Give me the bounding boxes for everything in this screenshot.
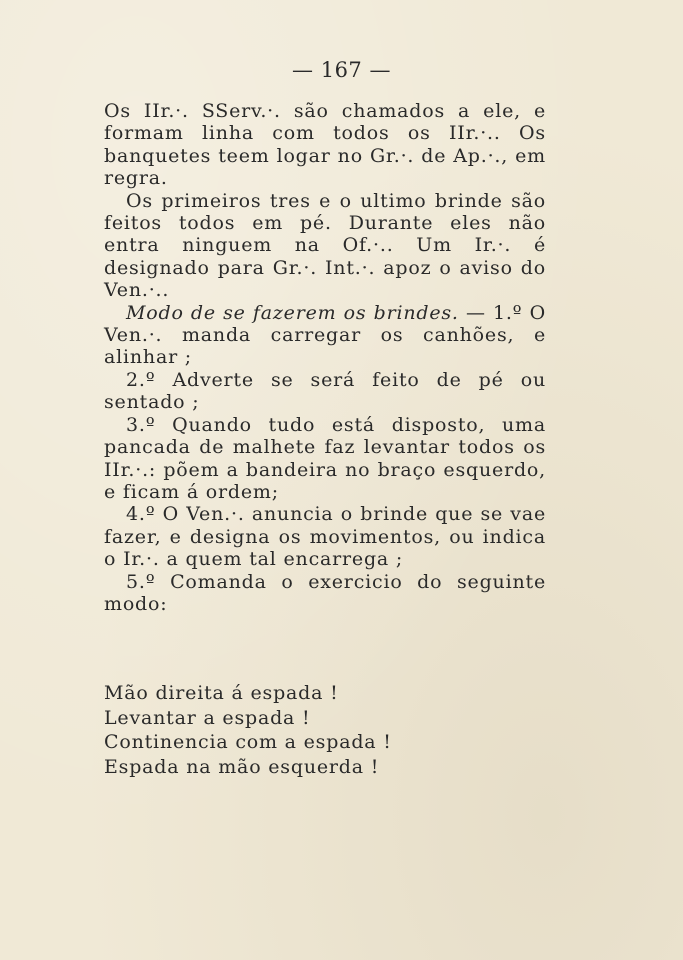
paragraph-step-5: 5.º Comanda o exercicio do seguinte modo:: [104, 570, 546, 615]
command-line: Mão direita á espada !: [104, 682, 339, 704]
paragraph-first-toasts: Os primeiros tres e o ultimo brinde são feitos todos em pé. Durante eles não entra ninguem na Of.·.. Um Ir.·. é designado para Gr.·. Int.·. apoz o aviso do Ven.·..: [104, 189, 546, 302]
paragraph-step-2: 2.º Adverte se será feito de pé ou sentado ;: [104, 368, 546, 414]
command-line: Espada na mão esquerda !: [104, 755, 380, 778]
command-line: Continencia com a espada !: [104, 731, 392, 754]
section-heading: Modo de se fazerem os brindes.: [126, 301, 459, 324]
body-text: [104, 100, 546, 615]
page-number: — 167 —: [292, 58, 391, 82]
command-line: Levantar a espada !: [104, 706, 311, 729]
command-list: [104, 681, 546, 779]
paragraph-intro: Os IIr.·. SServ.·. são chamados a ele, e formam linha com todos os IIr.·.. Os banquetes teem logar no Gr.·. de Ap.·., em regra.: [104, 100, 546, 190]
paragraph-step-4: 4.º O Ven.·. anuncia o brinde que se vae fazer, e designa os movimentos, ou indica o Ir.·. a quem tal encarrega ;: [104, 503, 546, 571]
paragraph-toast-method: [104, 302, 546, 369]
step-1-text: — 1.º O Ven.·. manda carregar os canhões, e alinhar ;: [104, 301, 546, 369]
paragraph-step-3: 3.º Quando tudo está disposto, uma pancada de malhete faz levantar todos os IIr.·.: põem a bandeira no braço esquerdo, e ficam á ordem;: [104, 413, 546, 503]
